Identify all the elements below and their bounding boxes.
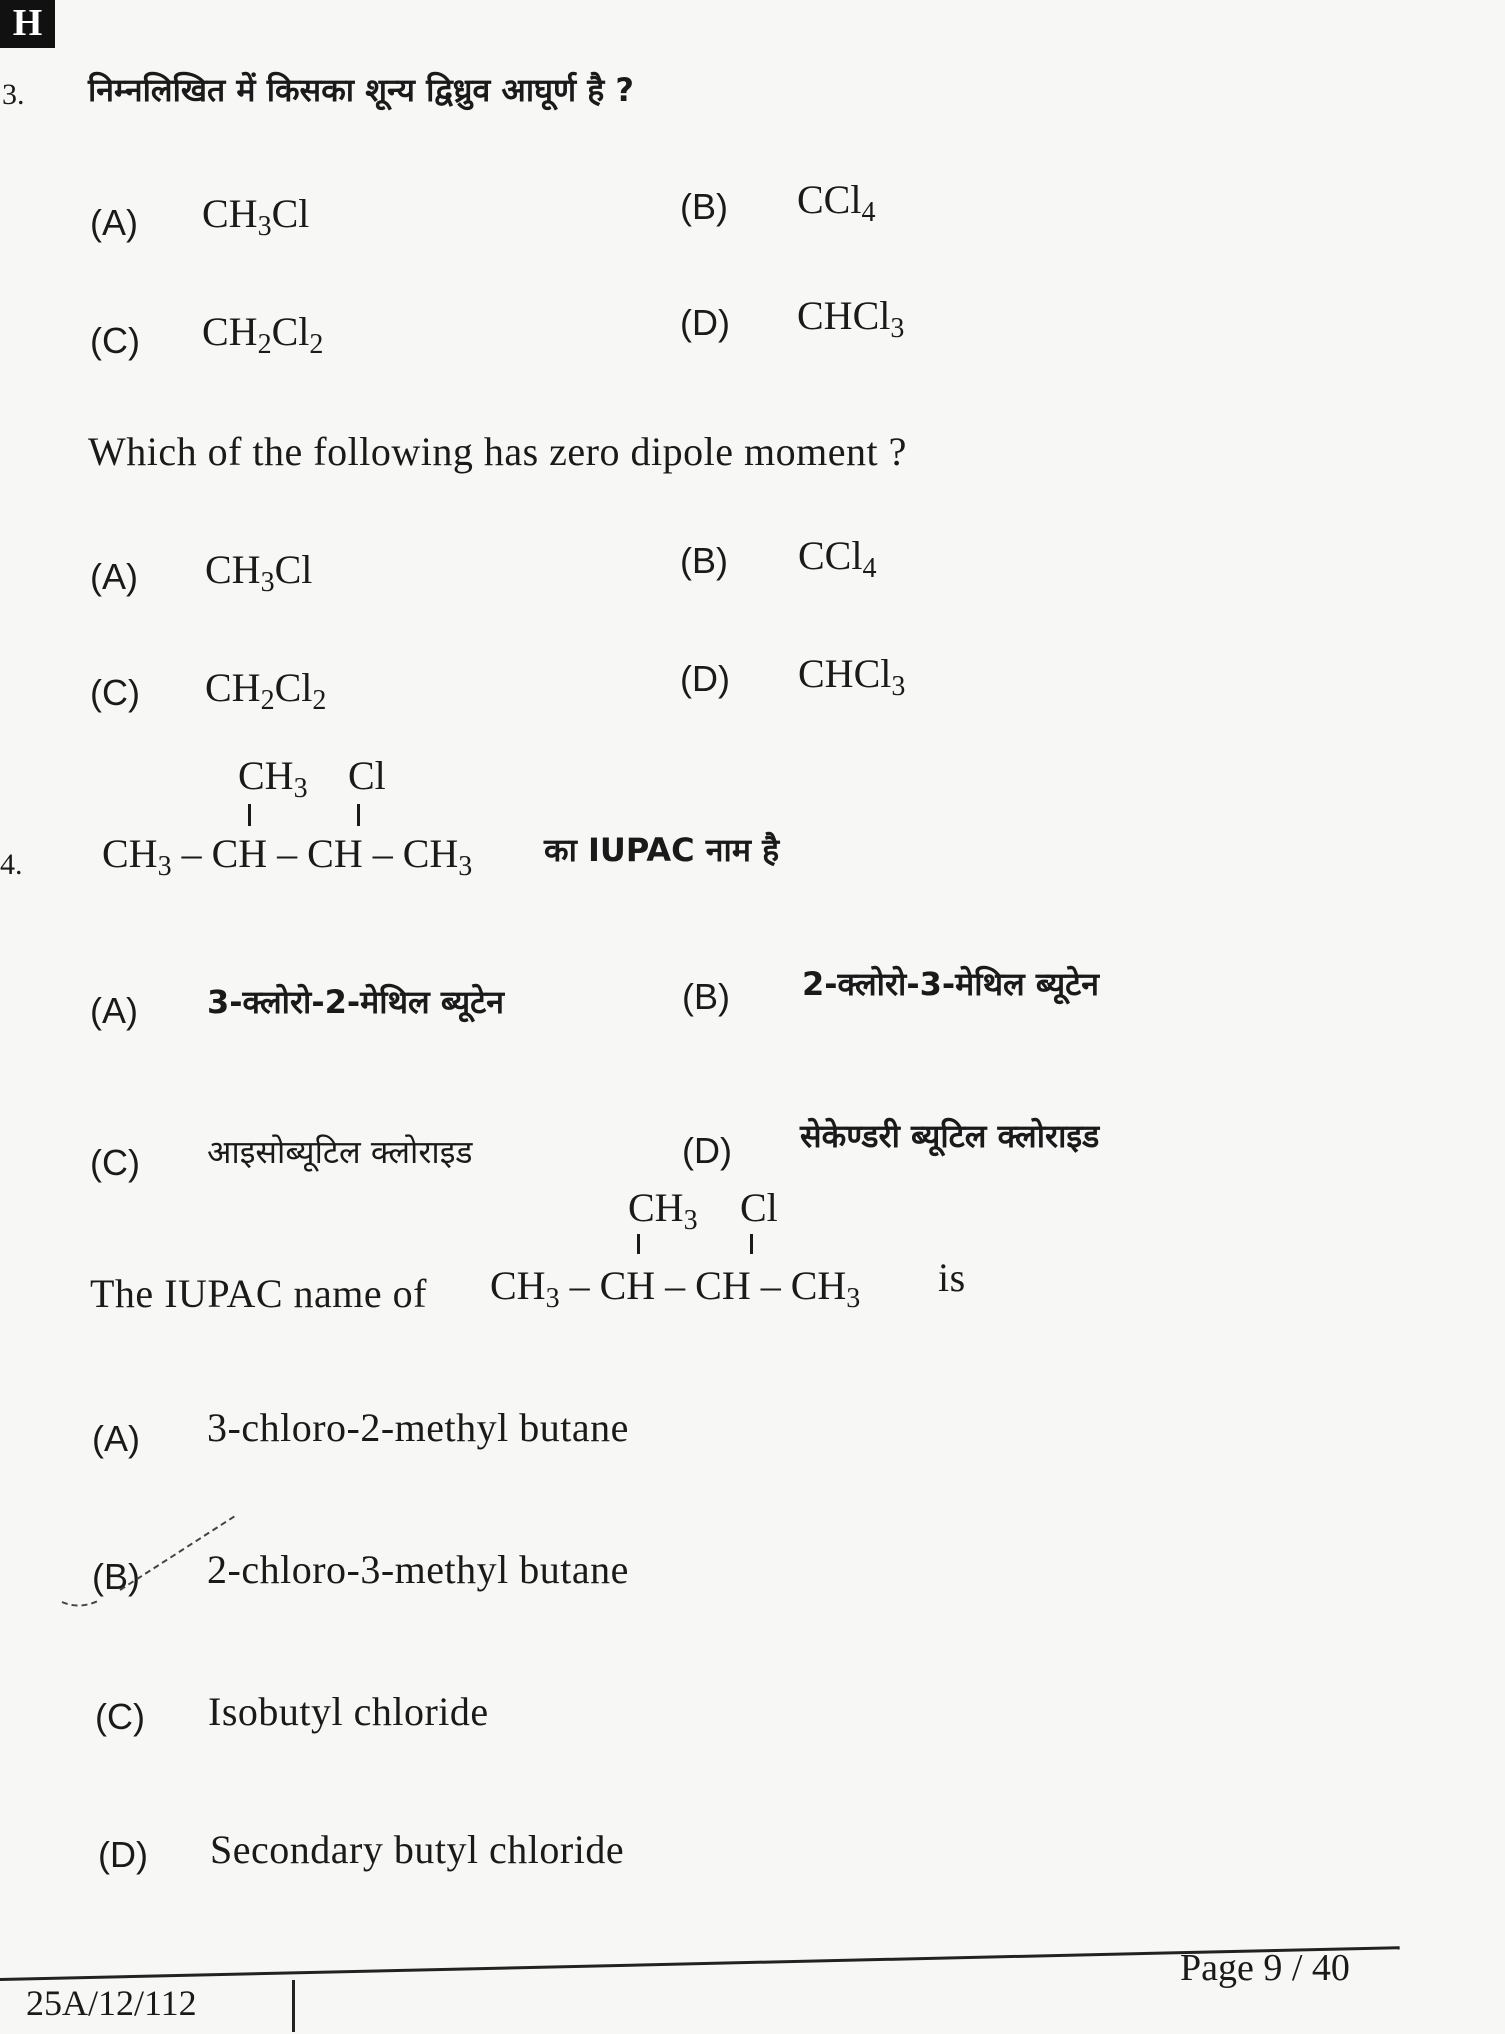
q4-hindi-label-d: (D) [682,1130,732,1171]
q3-english-option-a: $CH_3Cl$ [205,547,313,598]
q3-english-label-d: (D) [680,658,730,699]
structure-bond-2 [357,804,360,826]
structure-en-bond-2 [750,1234,753,1254]
q4-english-option-d: Secondary butyl chloride [210,1827,625,1872]
q4-english-suffix: is [938,1255,966,1300]
q3-hindi-label-d: (D) [680,302,730,343]
q3-english-label-a: (A) [90,556,138,597]
footer-divider [292,1980,295,2032]
structure-en-cl-substituent: Cl [740,1185,778,1230]
question-3-english-text: Which of the following has zero dipole moment ? [88,429,907,474]
q4-hindi-option-c: आइसोब्यूटिल क्लोराइड [207,1133,473,1171]
section-badge: H [0,0,55,48]
q4-english-label-a: (A) [92,1418,140,1459]
q3-hindi-label-b: (B) [680,186,728,227]
q4-english-label-d: (D) [98,1834,148,1875]
q3-english-label-b: (B) [680,540,728,581]
footer-page-number: Page 9 / 40 [1180,1947,1350,1989]
footer-paper-code: 25A/12/112 [26,1983,197,2023]
q4-english-option-b: 2-chloro-3-methyl butane [207,1547,629,1592]
q3-english-option-c: $CH_2Cl_2$ [205,665,327,716]
q3-hindi-option-c: $CH_2Cl_2$ [202,309,324,360]
q4-hindi-option-d: सेकेण्डरी ब्यूटिल क्लोराइड [800,1117,1100,1155]
q4-english-label-c: (C) [95,1696,145,1737]
q4-english-option-a: 3-chloro-2-methyl butane [207,1405,629,1450]
q4-hindi-option-b: 2-क्लोरो-3-मेथिल ब्यूटेन [802,965,1100,1003]
q4-hindi-label-a: (A) [90,990,138,1031]
q3-hindi-option-a: $CH_3Cl$ [202,191,310,242]
pen-tick-mark [60,1510,240,1610]
q4-hindi-label-c: (C) [90,1142,140,1183]
q3-english-option-b: CCl$_4$ [798,533,877,584]
q3-hindi-label-a: (A) [90,202,138,243]
q4-english-label-b: (B) [92,1556,140,1597]
q4-hindi-label-b: (B) [682,976,730,1017]
q3-hindi-label-c: (C) [90,320,140,361]
question-3-hindi-text: निम्नलिखित में किसका शून्य द्विध्रुव आघूर्ण है ? [88,71,634,109]
structure-cl-substituent: Cl [348,753,386,798]
structure-main-chain: $CH_3$ – CH – CH – $CH_3$ [102,831,473,882]
question-3-number: 3. [2,78,25,111]
question-4-number: 4. [0,848,23,881]
q4-english-option-c: Isobutyl chloride [208,1689,489,1734]
structure-ch3-substituent: $CH_3$ [238,753,308,804]
structure-en-bond-1 [637,1234,640,1254]
q3-english-option-d: CHCl$_3$ [798,651,906,702]
q4-hindi-option-a: 3-क्लोरो-2-मेथिल ब्यूटेन [207,983,505,1021]
structure-en-main-chain: $CH_3$ – CH – CH – $CH_3$ [490,1263,861,1314]
q4-hindi-suffix: का IUPAC नाम है [544,831,780,869]
structure-en-ch3-substituent: $CH_3$ [628,1185,698,1236]
q3-hindi-option-b: CCl$_4$ [797,177,876,228]
q3-hindi-option-d: CHCl$_3$ [797,293,905,344]
q3-english-label-c: (C) [90,672,140,713]
structure-bond-1 [248,804,251,826]
q4-english-prefix: The IUPAC name of [90,1271,427,1316]
